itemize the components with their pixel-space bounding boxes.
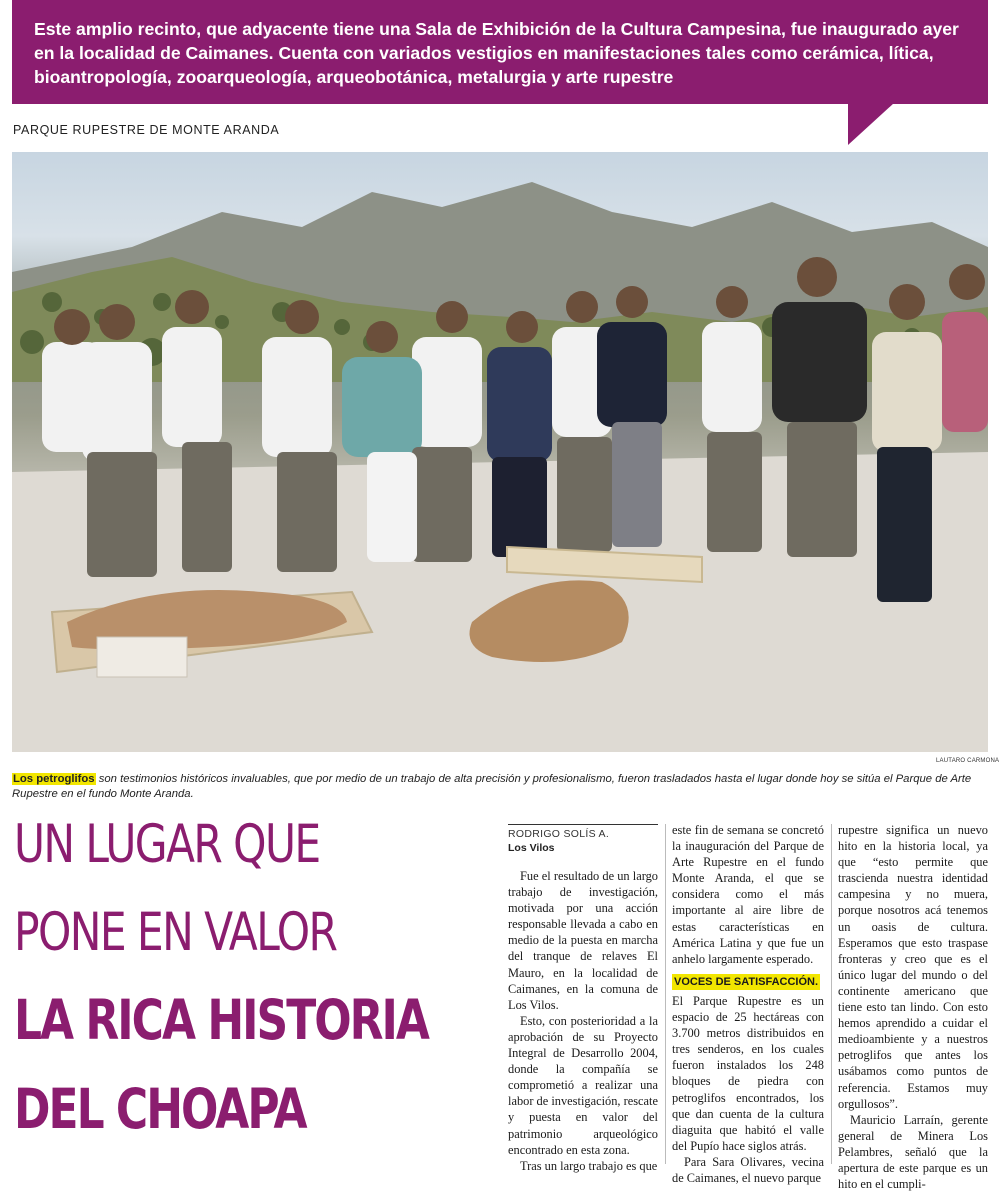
byline-author: RODRIGO SOLÍS A. bbox=[508, 828, 610, 840]
article-paragraph: Tras un largo trabajo es que bbox=[520, 1158, 658, 1173]
news-photo bbox=[12, 152, 988, 752]
column-divider bbox=[831, 824, 832, 1164]
article-paragraph: Esto, con posterioridad a la aprobación de su Proyecto Integral de Desarrollo 2004, donde la compañía se comprometió a realizar una labor de investigación, rescate y puesta en valor del patrimonio arqueológico encontrado en esta zona. bbox=[508, 1013, 659, 1157]
lead-banner-text: Este amplio recinto, que adyacente tiene una Sala de Exhibición de la Cultura Campesina, fue inaugurado ayer en la localidad de Caimanes. Cuenta con variados vestigios en manifestaciones tales como cerámica, lítica, bioantropología, zooarqueología, arqueobotánica, metalurgia y arte rupestre bbox=[34, 19, 959, 87]
photo-caption bbox=[12, 772, 988, 802]
article-paragraph: Para Sara Olivares, vecina de Caimanes, el nuevo parque bbox=[672, 1154, 824, 1185]
headline-line-2: PONE EN VALOR bbox=[14, 902, 337, 963]
article-paragraph: rupestre significa un nuevo hito en la historia local, ya que “esto permite que trascienda nuestra identidad campesina y no muera, porque nosotros acá tenemos un oasis de cultura. Esperamos que esto traspase fronteras y creo que es el único lugar del mundo o del continente americano que tiene esto tan lindo. Con esto hemos aprendido a cuidar el medioambiente y a nuestros petroglifos que antes los usábamos como puntos de referencia. Estamos muy orgullosos”. bbox=[838, 823, 988, 1111]
photo-scene bbox=[12, 152, 988, 752]
byline-place: Los Vilos bbox=[508, 842, 555, 854]
byline bbox=[508, 824, 658, 854]
headline-line-3: LA RICA HISTORIA bbox=[14, 988, 428, 1052]
caption-text: son testimonios históricos invaluables, que por medio de un trabajo de alta precisión y profesionalismo, fueron trasladados hasta el lugar donde hoy se sitúa el Parque de Arte Rupestre en el fundo Monte Aranda. bbox=[12, 773, 972, 800]
article-paragraph: El Parque Rupestre es un espacio de 25 hectáreas con 3.700 metros distribuidos en tres senderos, en los cuales fueron instalados los 248 bloques de piedra con petroglifos encontrados, los que dan cuenta de la cultura diaguita que habitó el valle del Pupío hace siglos atrás. bbox=[672, 993, 824, 1153]
article-column-1 bbox=[508, 868, 658, 1174]
article-paragraph: Mauricio Larraín, gerente general de Minera Los Pelambres, señaló que la apertura de este parque es un hito en el cumpli- bbox=[838, 1112, 988, 1192]
article-column-2 bbox=[672, 822, 824, 1186]
column-divider bbox=[665, 824, 666, 1164]
banner-speech-tail bbox=[848, 103, 894, 145]
article-column-3 bbox=[838, 822, 988, 1192]
section-label: PARQUE RUPESTRE DE MONTE ARANDA bbox=[13, 123, 280, 137]
subhead: VOCES DE SATISFACCIÓN. bbox=[672, 974, 820, 990]
headline-line-4: DEL CHOAPA bbox=[14, 1077, 306, 1141]
caption-highlight: Los petroglifos bbox=[13, 773, 95, 785]
photo-credit: LAUTARO CARMONA bbox=[936, 758, 1000, 764]
headline-line-1: UN LUGAR QUE bbox=[14, 814, 320, 875]
lead-banner bbox=[12, 0, 988, 104]
article-paragraph: Fue el resultado de un largo trabajo de investigación, motivada por una acción responsable llevada a cabo en medio de la puesta en marcha del tranque de relaves El Mauro, en la localidad de Caimanes, en la comuna de Los Vilos. bbox=[508, 869, 658, 1012]
article-paragraph: este fin de semana se concretó la inauguración del Parque de Arte Rupestre en el fundo Monte Aranda, el que se considera como el más importante al aire libre de estas características en América Latina y que fue un anhelo largamente esperado. bbox=[672, 823, 824, 966]
